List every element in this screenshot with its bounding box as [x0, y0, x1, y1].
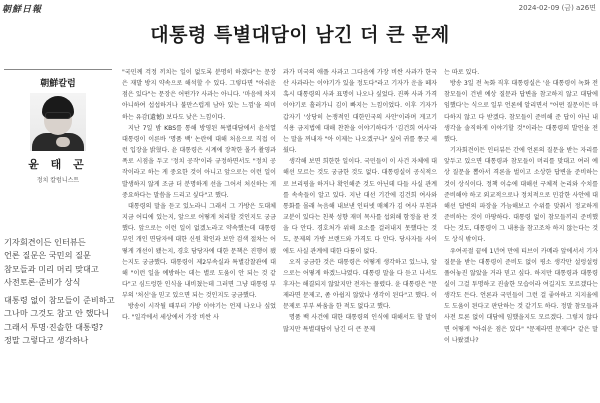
pull-quote-line: 그나마 그것도 참고 안 했다니: [4, 308, 110, 319]
headline: 대통령 특별대담이 남긴 더 큰 문제: [150, 24, 450, 46]
author-sidebar: [4, 69, 112, 184]
article-body: [122, 67, 598, 403]
author-name: 윤 태 곤: [28, 158, 88, 171]
paragraph: 생각해 보면 희한한 일이다. 국민들이 이 사건 자체에 대해선 모르는 것도 궁금한 것도 없다. 대통령실이 공식적으로 브리핑을 하거나 확인해준 것도 아닌데 다들 사실 관계를 속속들이 알고 있다. 지난 대선 기간에 김건희 여사와 통화를 몰래 녹음해 내보낸 인터넷 매체가 김 여사 부친과 교분이 있다는 친북 성향 재미 목사를 섭외해 함정을 판 것을 다 안다. 경호처가 위해 요소를 걸러내지 못했다는 것도, 문제의 가방 브랜드와 가격도 다 안다. 당사자들 사이에도 사실 관계에 대한 다툼이 없다.: [283, 158, 437, 255]
article-column-1: [122, 67, 276, 403]
paragraph: 과가 미국의 애플 사과고 그다음에 가장 비싼 사과가 한국산 사과라는 이야기가 있을 정도다"라고 기자가 운을 떼자 혹시 대통령의 사과 표명이 나오나 싶었다. 진짜 사과 가격 이야기로 흘러가니 김이 빠지는 느낌이었다. 이후 기자가 갑자기 '상당히 논쟁적인 대한민국의 사안'이라며 게고기 식용 금지법에 대해 찬찬을 이야기하다가 '김건희 여사'라는 말을 꺼내자 "아 이제는 나오겠구나" 싶어 귀를 쫑긋 세웠다.: [283, 69, 437, 155]
paragraph: 는 따로 있다.: [444, 69, 480, 76]
pull-quote-line: 그래서 투명·진솔한 대통령?: [4, 321, 104, 332]
column-label: 朝鮮칼럼: [40, 79, 76, 89]
pull-quote-line: 언론 질문은 국민의 질문: [4, 250, 91, 261]
pull-quote-line: 대통령 없이 참모들이 준비하고: [4, 295, 115, 306]
sidebar-divider: [4, 69, 112, 70]
pull-quote-block-1: [4, 236, 134, 289]
paragraph: 방송이 시작될 때부터 가방 이야기는 언제 나오나 싶었다. "일각에서 세상에서 가장 비싼 사: [122, 303, 276, 322]
pull-quote: [4, 236, 134, 347]
pull-quote-block-2: [4, 294, 134, 347]
paragraph: 지난 7일 밤 KBS를 통해 방영된 특별대담에서 윤석열 대통령이 이른바 '명품 백' 논란에 대해 처음으로 직접 이런 입장을 밝혔다. 윤 대통령은 시계에 장착한 몰카 촬영과 폭로 시점을 두고 '정치 공작'이라 규정하면서도 "정치 공작이라고 하는 게 중요한 것이 아니고 앞으로는 이런 일이 발생하지 않게 조금 더 분명하게 선을 그어서 처신하는 게 중요하다는 말씀을 드리고 싶다"고 했다.: [122, 124, 276, 199]
article-column-3: [444, 67, 598, 403]
paragraph: 대통령의 말을 듣고 있노라니 그래서 그 가방은 도대체 지금 어디에 있는지, 앞으로 어떻게 처리할 것인지도 궁금했다. 앞으로는 이런 일이 없겠노라고 약속했는데 대통령 부인 개인 면담자에 대한 신원 확인과 보안 검색 절차는 어떻게 개선이 됐는지, 경호 담당자에 대한 문책은 진행이 됐는지도 궁금했다. 대통령이 제2부속실과 특별감찰관에 대해 "이런 일을 예방하는 데는 별로 도움이 안 되는 것 같다"고 심드렁한 인식을 내비쳤는데 그러면 그냥 대통령 부부의 '처신'을 믿고 있으면 되는 것인지도 궁금했다.: [122, 202, 276, 300]
author-title: 정치 칼럼니스트: [36, 177, 80, 184]
pull-quote-line: 참모들과 미리 머리 맞대고: [4, 263, 99, 274]
masthead-logo: 朝鮮日報: [2, 5, 43, 15]
author-portrait: [30, 93, 86, 151]
paragraph: 방송 3일 전 녹화 직후 대통령실은 '윤 대통령이 녹화 전 참모들이 건넨 예상 질문과 답변을 참고하지 않고 대담에 임했다'는 식으로 일부 언론에 알리면서 "어떤 질문이든 마다하지 않고 다 받겠다. 참모들이 준비해 준 답이 아닌 내 생각을 솔직하게 이야기할 것"이라는 대통령의 발언을 전했다.: [444, 80, 598, 143]
paragraph: 명품 백 사건에 대한 대통령의 인식에 대해서도 할 말이 많지만 특별대담이 남긴 더 큰 문제: [283, 314, 437, 333]
pull-quote-line: 기자회견이든 인터뷰든: [4, 237, 86, 247]
pull-quote-line: 사전토론·준비가 상식: [4, 276, 81, 287]
paragraph: 오직 궁금한 것은 대통령은 어떻게 생각하고 있느냐, 앞으로는 어떻게 하겠느냐였다. 대통령 말을 다 듣고 나서도 후자는 해결되지 않았지만 전자는 풀렸다. 윤 대통령은 "문제라면 문제고, 좀 아쉽지 않았나 생각이 된다"고 했다. 이 문제로 부부 싸움을 한 적도 없다고 했다.: [283, 258, 437, 311]
paragraph: 우여곡절 끝에 1년여 만에 티브이 카메라 앞에서서 기자 질문을 받는 대통령이 준비도 없이 평소 생각만 설렁설렁 풀어놓진 않았을 거라 믿고 싶다. 하지만 대통령과 대통령실이 그걸 투명하고 진솔한 모습이라 여길지도 모르겠다는 생각도 든다. 언론과 국민들이 그런 걸 좋아하고 지지율에도 도움이 된다고 판단하는 것 같기도 하다. 정말 참모들과 사전 토론 없이 대담에 임했을지도 모르겠다. 그렇지 않다면 어떻게 "아쉬운 점은 있다" "문제라면 문제다" 같은 말이 나왔겠나?: [444, 247, 598, 344]
article-column-2: [283, 67, 437, 403]
paragraph: 기자회견이든 인터뷰든 간에 언론의 질문을 받는 자리를 앞두고 있으면 대통령과 참모들이 머리를 맞대고 여러 예상 질문을 뽑아서 격론을 벌이고 소상한 답변을 준비하는 것이 상식이다. 정책 이슈에 대해선 구체적 논리와 수치를 준비해야 하고 외교적으로나 정치적으로 민감한 사안에 대해선 답변의 파장을 가늠해보고 수위를 맞춰서 정교하게 준비하는 것이 마땅하다. 대통령 없이 참모들끼리 준비했다는 것도, 대통령이 그 내용을 참고조차 하지 않는다는 것도 상식 밖이다.: [444, 147, 598, 244]
dateline: 2024-02-09 (금) a26면: [518, 4, 596, 12]
paragraph: "국민께 걱정 끼치는 일이 없도록 분명히 하겠다"는 문장은 재발 방지 약속으로 해석할 수 있다. 그렇다면 "아쉬운 점은 있다"는 문장은 어떤가? 사과는 아니다. '마음에 차지 아니하여 섭섭하거나 불만스럽게 남아 있는 느낌'을 의미하는 유감(遺憾) 보다도 낮은 느낌이다.: [122, 69, 276, 121]
pull-quote-line: 정말 그렇다고 생각하나: [4, 335, 89, 346]
